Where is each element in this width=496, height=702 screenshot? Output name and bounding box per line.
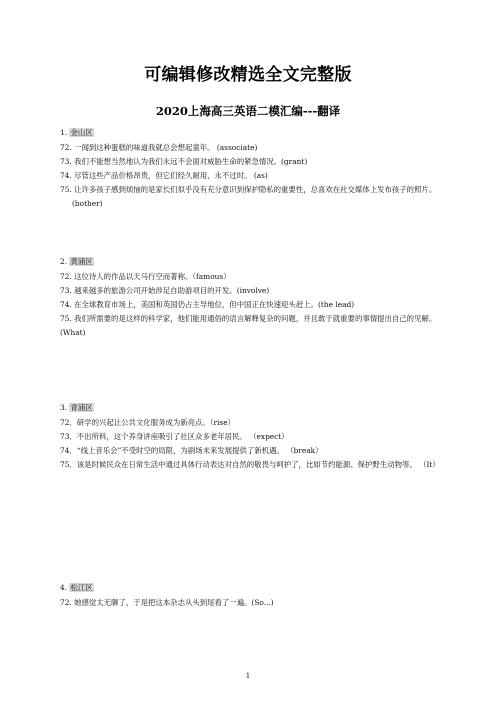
district-label: 黄浦区 <box>70 257 93 266</box>
question-item: 74．“线上音乐会”不受时空的局限，为剧场未来发展提供了新机遇。 （break） <box>60 446 323 455</box>
section-heading <box>60 581 442 595</box>
question-item: 73. 我们不能想当然地认为我们永远不会面对威胁生命的紧急情况。(grant) <box>60 157 308 166</box>
question-item: 74. 在全球教育市场上，美国和英国仍占主导地位，但中国正在快速迎头赶上。(the lead) <box>60 300 355 309</box>
section-number: 2. <box>60 257 68 266</box>
banner-title: 可编辑修改精选全文完整版 <box>144 65 352 85</box>
section-huangpu <box>60 255 442 340</box>
question-item: 72. 一闻到这种蛋糕的味道我就总会想起童年。 (associate) <box>60 143 258 152</box>
section-number: 3. <box>60 403 68 412</box>
section-jinshan <box>60 126 442 211</box>
document-title: 2020上海高三英语二模汇编---翻译 <box>155 104 341 118</box>
section-heading <box>60 126 442 140</box>
district-label: 青浦区 <box>70 403 93 412</box>
question-item: 72. 这位诗人的作品以天马行空而著称。（famous） <box>60 272 231 281</box>
section-songjiang <box>60 581 442 610</box>
district-label: 金山区 <box>70 128 93 137</box>
page-number: 1 <box>245 672 251 680</box>
section-number: 1. <box>60 128 68 137</box>
question-item: 75. 我们所需要的是这样的科学家，他们能用通俗的语言解释复杂的问题，并且敢于就重要的事情提出自己的见解。(What) <box>60 314 437 337</box>
district-label: 松江区 <box>70 583 93 592</box>
question-item: 75. 让许多孩子感到烦恼的是家长们似乎没有充分意识到保护隐私的重要性，总喜欢在社交媒体上发布孩子的照片。(bother) <box>60 185 437 208</box>
section-heading <box>60 255 442 269</box>
question-item: 73. 越来越多的旅游公司开始涉足自助游项目的开发。(involve) <box>60 286 270 295</box>
question-item: 73．不出所料，这个养身讲座吸引了社区众多老年居民。 （expect） <box>60 432 289 441</box>
question-item: 72. 她感觉太无聊了，于是把这本杂志从头到尾看了一遍。(So...) <box>60 598 274 607</box>
question-item: 72．研学的兴起让公共文化服务成为新亮点。（rise） <box>60 418 235 427</box>
section-number: 4. <box>60 583 68 592</box>
section-heading <box>60 401 442 415</box>
question-item: 74. 尽管这些产品价格昂贵，但它们经久耐用，永不过时。 (as) <box>60 171 268 180</box>
section-qingpu <box>60 401 442 472</box>
question-item: 75．该是时候民众在日常生活中通过具体行动表达对自然的敬畏与呵护了，比如节约能源、保护野生动物等。 （It） <box>60 460 440 469</box>
